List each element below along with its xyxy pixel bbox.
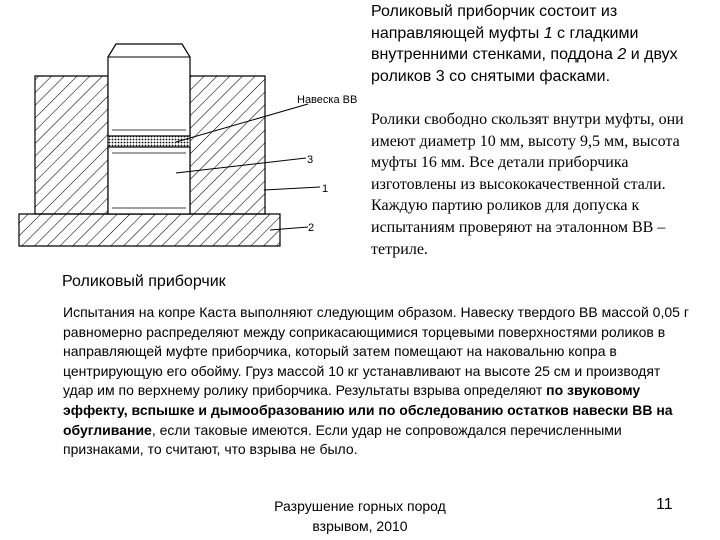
leader-1 [264, 187, 320, 190]
label-3: 3 [307, 154, 314, 166]
footer-line-2: взрывом, 2010 [312, 518, 408, 534]
footer-line-1: Разрушение горных пород [274, 498, 446, 514]
body-text: , если таковые имеются. Если удар не сопровождался перечисленными признаками, то считают, что взрыва не было. [63, 421, 622, 458]
base-tray [19, 214, 280, 246]
description-text: Роликовый приборчик состоит из направляющей муфты [371, 3, 618, 42]
description-details: Ролики свободно скользят внутри муфты, они имеют диаметр 10 мм, высоту 9,5 мм, высота муфты 16 мм. Все детали приборчика изготовлены из высококачественной стали. Каждую партию роликов для допуска к испытаниям проверяют на эталонном ВВ – тетриле. [371, 111, 684, 258]
label-2: 2 [308, 222, 315, 234]
page-number: 11 [656, 496, 673, 513]
bottom-roller [108, 147, 190, 214]
ref-number-1: 1 [543, 24, 553, 42]
label-sample: Навеска ВВ [297, 94, 358, 106]
diagram-caption: Роликовый приборчик [62, 273, 226, 290]
description-text: с гладкими внутренними стенками, поддона [371, 24, 639, 63]
label-1: 1 [322, 183, 329, 195]
footer [250, 496, 470, 536]
body-text: Испытания на копре Каста выполняют следующим образом. Навеску твердого ВВ массой 0,05 г равномерно распределяют между соприкасающимися торцевыми поверхностями роликов в направляющей муфте приборчика, который затем помещают на наковальню копра в центрирующую его обойму. Груз массой 10 кг устанавливают на высоте 25 см и производят удар им по верхнему ролику приборчика. Результаты взрыва определяют [63, 304, 689, 399]
description-text: и двух роликов 3 со снятыми фасками. [371, 46, 678, 85]
body-bold-text: по звуковому эффекту, вспышке и дымообразованию или по обследованию остатков навески ВВ на обугливание [63, 382, 673, 438]
ref-number-2: 2 [617, 46, 627, 63]
roller-device-diagram [0, 0, 370, 300]
top-roller [108, 44, 190, 136]
description-intro [371, 1, 716, 87]
test-procedure-text [63, 303, 693, 460]
